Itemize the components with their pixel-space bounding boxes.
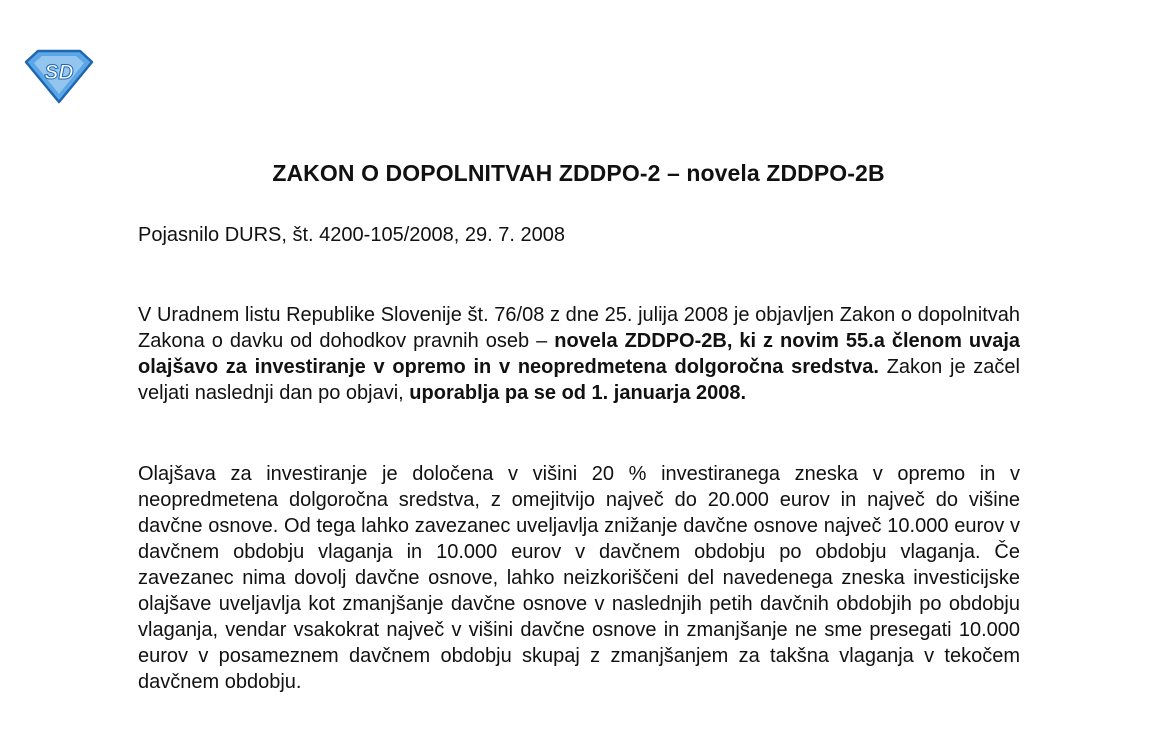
- paragraph-intro-text-1: V Uradnem listu Republike Slovenije št. 76/08 z dne 25. julija 2008 je objavljen Zakon o dopolnitvah Zakona o davku od dohodkov pravnih oseb –: [138, 304, 1020, 352]
- paragraph-intro-bold-1: novela ZDDPO-2B, ki z novim 55.a členom uvaja olajšavo za investiranje v opremo in v neopredmetena dolgoročna sredstva.: [138, 330, 1020, 378]
- logo-text: SD: [44, 61, 74, 84]
- paragraph-intro-text-2: Zakon je začel veljati naslednji dan po objavi,: [138, 356, 1021, 404]
- paragraph-intro: [138, 302, 1020, 406]
- paragraph-relief-details: Olajšava za investiranje je določena v višini 20 % investiranega zneska v opremo in v neopredmetena dolgoročna sredstva, z omejitvijo največ do 20.000 eurov in največ do višine davčne osnove. Od tega lahko zavezanec uveljavlja znižanje davčne osnove največ 10.000 eurov v davčnem obdobju vlaganja in 10.000 eurov v davčnem obdobju po obdobju vlaganja. Če zavezanec nima dovolj davčne osnove, lahko neizkoriščeni del navedenega zneska investicijske olajšave uveljavlja kot zmanjšanje davčne osnove v naslednjih petih davčnih obdobjih po obdobju vlaganja, vendar vsakokrat največ v višini davčne osnove in zmanjšanje ne sme presegati 10.000 eurov v posameznem davčnem obdobju skupaj z zmanjšanjem za takšna vlaganja v tekočem davčnem obdobju.: [138, 463, 1020, 693]
- document-subtitle: Pojasnilo DURS, št. 4200-105/2008, 29. 7. 2008: [138, 224, 565, 246]
- paragraph-intro-text-3: .: [740, 382, 747, 404]
- document-title: ZAKON O DOPOLNITVAH ZDDPO-2 – novela ZDDPO-2B: [272, 160, 885, 186]
- paragraph-intro-bold-2: uporablja pa se od 1. januarja 2008: [409, 382, 741, 404]
- sd-diamond-logo-icon: [22, 48, 96, 104]
